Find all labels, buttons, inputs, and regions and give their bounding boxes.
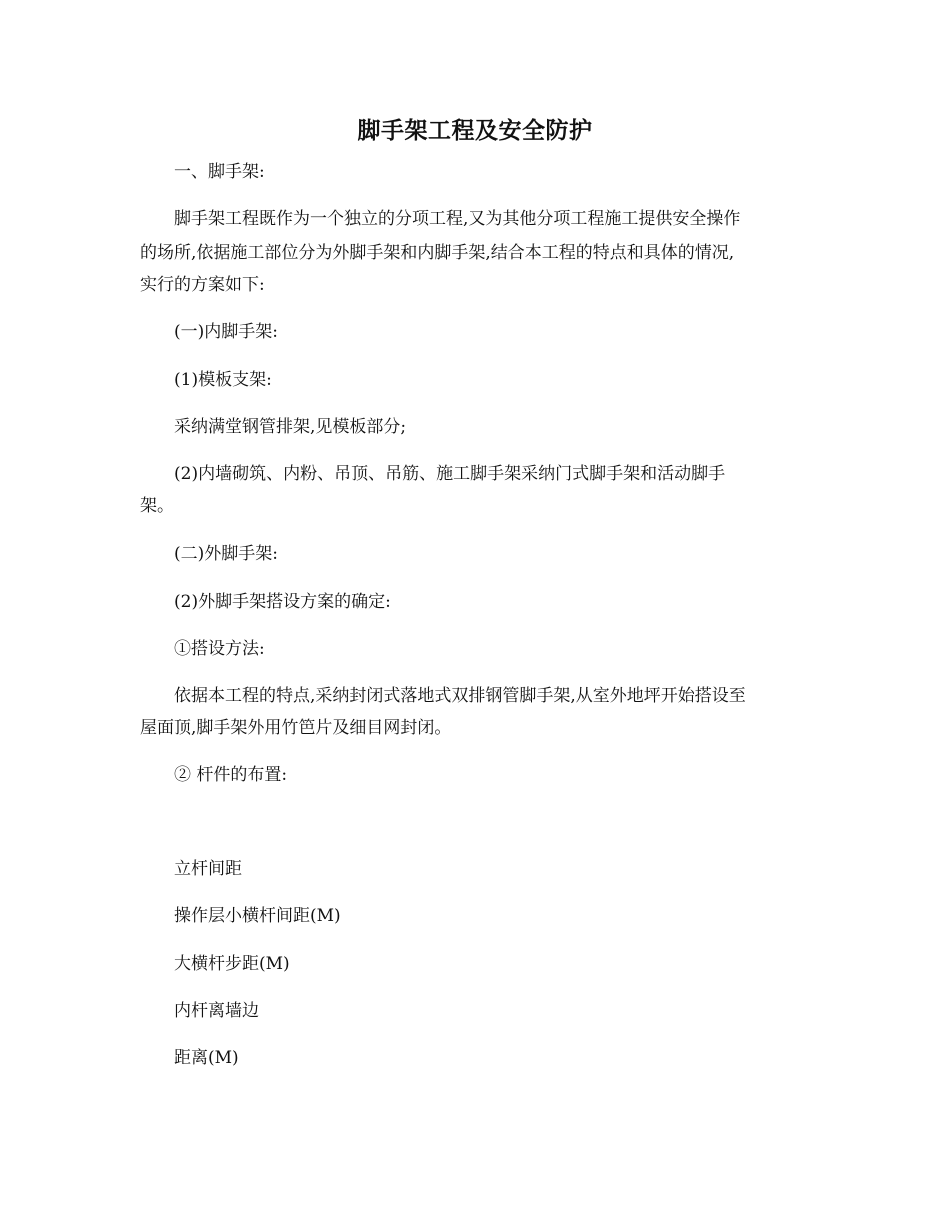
section-outer-scaffold: (二)外脚手架: xyxy=(174,544,278,564)
item-formwork-support: (1)模板支架: xyxy=(174,370,272,390)
table-label-distance: 距离(M) xyxy=(174,1048,239,1068)
item-interior-line-2: 架。 xyxy=(140,496,174,516)
intro-line-2: 的场所,依据施工部位分为外脚手架和内脚手架,结合本工程的特点和具体的情况, xyxy=(140,243,735,263)
method-heading: ①搭设方法: xyxy=(174,639,265,659)
intro-line-3: 实行的方案如下: xyxy=(140,275,265,295)
outer-plan-heading: (2)外脚手架搭设方案的确定: xyxy=(174,592,391,612)
layout-heading: ② 杆件的布置: xyxy=(174,765,288,785)
intro-line-1: 脚手架工程既作为一个独立的分项工程,又为其他分项工程施工提供安全操作 xyxy=(174,209,741,229)
method-line-2: 屋面顶,脚手架外用竹笆片及细目网封闭。 xyxy=(140,718,452,738)
heading-scaffolding: 一、脚手架: xyxy=(174,162,265,182)
item-interior-line-1: (2)内墙砌筑、内粉、吊顶、吊筋、施工脚手架采纳门式脚手架和活动脚手 xyxy=(174,464,726,484)
table-label-pole-spacing: 立杆间距 xyxy=(174,859,242,879)
table-label-small-crossbar-spacing: 操作层小横杆间距(M) xyxy=(174,906,341,926)
table-label-inner-pole-wall: 内杆离墙边 xyxy=(174,1001,259,1021)
document-title: 脚手架工程及安全防护 xyxy=(357,118,593,144)
table-label-large-crossbar-step: 大横杆步距(M) xyxy=(174,954,290,974)
section-inner-scaffold: (一)内脚手架: xyxy=(174,322,278,342)
item-formwork-support-text: 采纳满堂钢管排架,见模板部分; xyxy=(174,417,407,437)
method-line-1: 依据本工程的特点,采纳封闭式落地式双排钢管脚手架,从室外地坪开始搭设至 xyxy=(174,686,746,706)
